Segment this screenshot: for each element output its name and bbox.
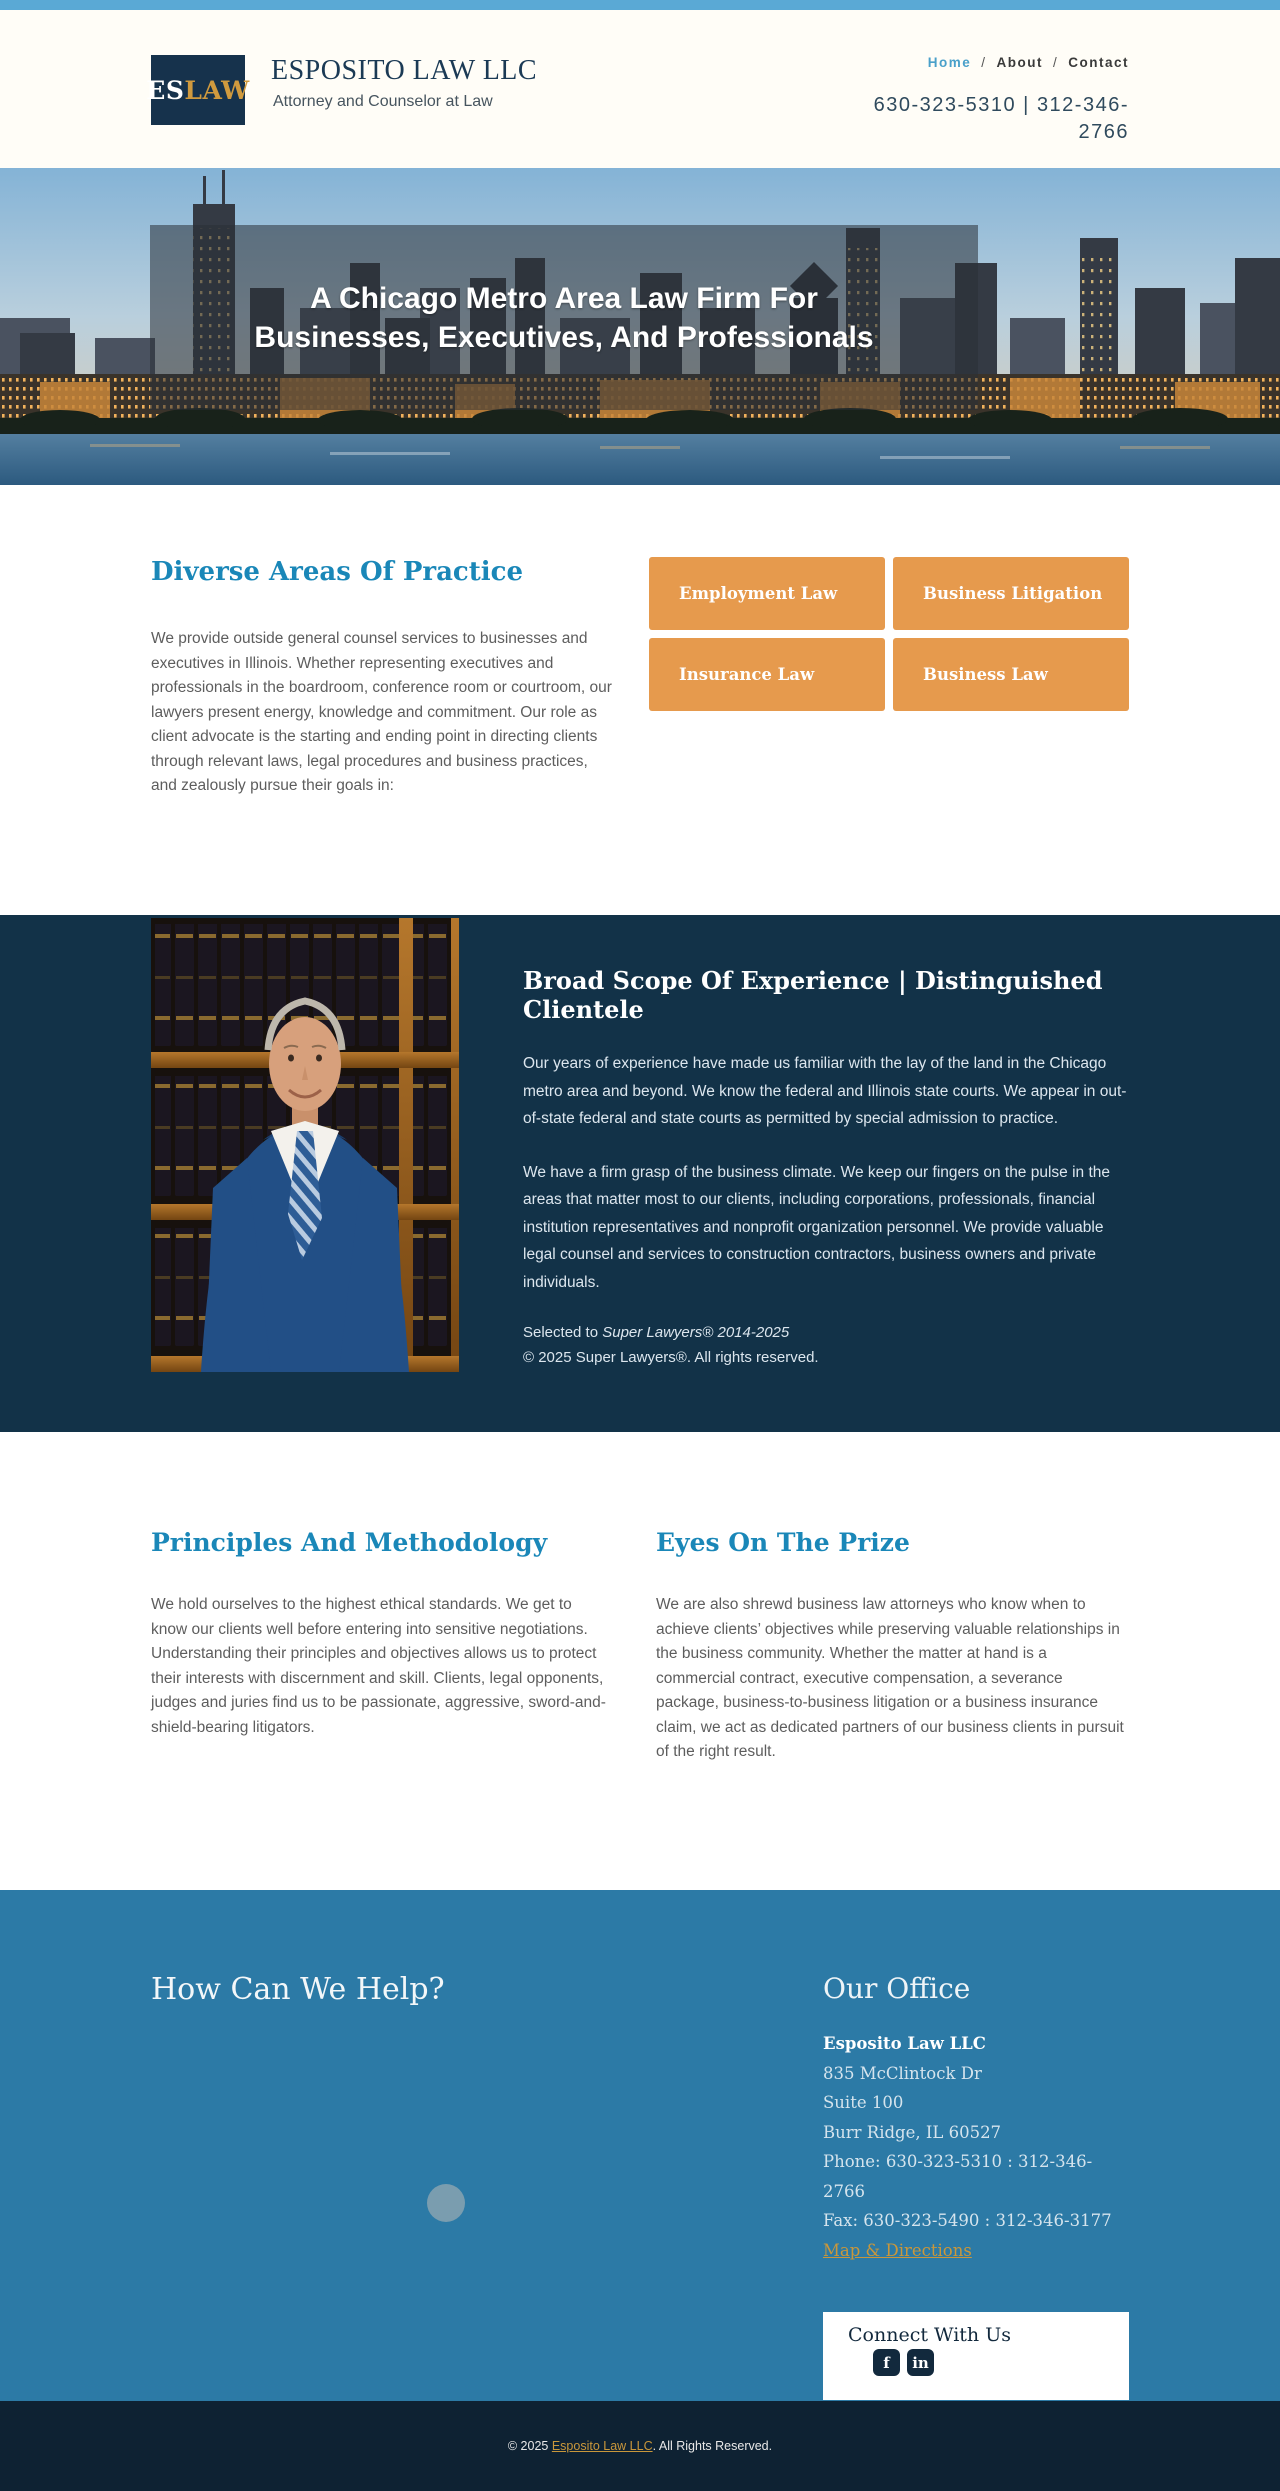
business-litigation-button[interactable]: Business Litigation (893, 557, 1129, 630)
experience-section (0, 915, 1280, 1432)
nav-separator: / (981, 55, 987, 70)
copyright-text: © 2025 Esposito Law LLC. All Rights Reserved. (507, 2439, 773, 2453)
nav-link-home[interactable]: Home (927, 55, 972, 70)
office-heading: Our Office (823, 1972, 971, 2005)
office-fax: Fax: 630-323-5490 : 312-346-3177 (823, 2211, 1112, 2230)
hero-heading: A Chicago Metro Area Law Firm For Businesses, Executives, And Professionals (254, 281, 874, 354)
super-lawyers-credit: Selected to Super Lawyers® 2014-2025 © 2025 Super Lawyers®. All rights reserved. (523, 1324, 819, 1366)
experience-paragraph-1: Our years of experience have made us familiar with the lay of the land in the Chicago metro area and beyond. We know the federal and Illinois state courts. We appear in out-of-state federal and state courts as permitted by special admission to practice. (523, 1055, 1127, 1127)
insurance-law-button[interactable]: Insurance Law (649, 638, 885, 711)
experience-paragraph-2: We have a firm grasp of the business climate. We keep our fingers on the pulse in the areas that matter most to our clients, including corporations, professionals, financial institution representatives and nonprofit organization personnel. We provide valuable legal counsel and services to construction contractors, business owners and private individuals. (523, 1163, 1111, 1291)
firm-logo[interactable] (146, 55, 250, 125)
principles-section (0, 1432, 1280, 1890)
business-law-button[interactable]: Business Law (893, 638, 1129, 711)
hero-banner (0, 168, 1280, 485)
employment-law-button[interactable]: Employment Law (649, 557, 885, 630)
copyright-firm-link[interactable]: Esposito Law LLC (551, 2439, 653, 2453)
help-heading: How Can We Help? (151, 1972, 445, 2007)
logo-text-law: LAW (184, 75, 250, 105)
principles-heading: Principles And Methodology (151, 1528, 548, 1557)
header-phone-numbers[interactable]: 630-323-5310 | 312-346- 2766 (873, 94, 1129, 143)
practice-buttons-grid (649, 557, 1129, 799)
firm-name: ESPOSITO LAW LLC (271, 55, 538, 86)
form-loading-spinner (427, 2184, 465, 2222)
top-accent-bar (0, 0, 1280, 10)
office-address-line1: 835 McClintock Dr (823, 2063, 982, 2083)
office-firm-name: Esposito Law LLC (823, 2034, 986, 2053)
office-address-block (823, 2029, 1129, 2265)
contact-footer (0, 1890, 1280, 2401)
office-address-line2: Suite 100 (823, 2093, 904, 2112)
practice-intro-text: We provide outside general counsel services to businesses and executives in Illinois. Whether representing executives and professionals in the boardroom, conference room or courtroom, our lawyers present energy, knowledge and commitment. Our role as client advocate is the starting and ending point in directing clients through relevant laws, legal procedures and business practices, and zealously pursue their goals in: (151, 630, 612, 794)
hero-overlay (150, 225, 978, 410)
copyright-bar (0, 2401, 1280, 2491)
office-address-line3: Burr Ridge, IL 60527 (823, 2122, 1002, 2142)
experience-heading: Broad Scope Of Experience | Distinguished Clientele (523, 966, 1103, 1024)
map-directions-link[interactable]: Map & Directions (823, 2240, 972, 2260)
connect-heading: Connect With Us (848, 2324, 1011, 2346)
logo-text-es: ES (146, 75, 185, 105)
eyes-on-prize-heading: Eyes On The Prize (656, 1528, 910, 1557)
nav-link-about[interactable]: About (996, 55, 1043, 70)
linkedin-icon[interactable]: in (907, 2349, 934, 2376)
office-phone: Phone: 630-323-5310 : 312-346-2766 (823, 2152, 1093, 2201)
practice-heading: Diverse Areas Of Practice (151, 557, 524, 587)
nav-link-contact[interactable]: Contact (1068, 55, 1129, 70)
nav-separator: / (1052, 55, 1059, 70)
site-header (0, 10, 1280, 168)
connect-card (823, 2312, 1129, 2400)
practice-areas-section (0, 485, 1280, 915)
eyes-on-prize-text: We are also shrewd business law attorneys who know when to achieve clients’ objectives while preserving valuable relationships in the business community. Whether the matter at hand is a commercial contract, executive compensation, a severance package, business-to-business litigation or a business insurance claim, we act as dedicated partners of our business clients in pursuit of the right result. (656, 1596, 1124, 1760)
principles-text: We hold ourselves to the highest ethical standards. We get to know our clients well before entering into sensitive negotiations. Understanding their principles and objectives allows us to protect their interests with discernment and skill. Clients, legal opponents, judges and juries find us to be passionate, aggressive, sword-and-shield-bearing litigators. (151, 1596, 606, 1736)
main-nav (874, 55, 1129, 70)
attorney-portrait-photo (151, 918, 459, 1372)
firm-tagline: Attorney and Counselor at Law (273, 93, 493, 110)
facebook-icon[interactable]: f (873, 2349, 900, 2376)
